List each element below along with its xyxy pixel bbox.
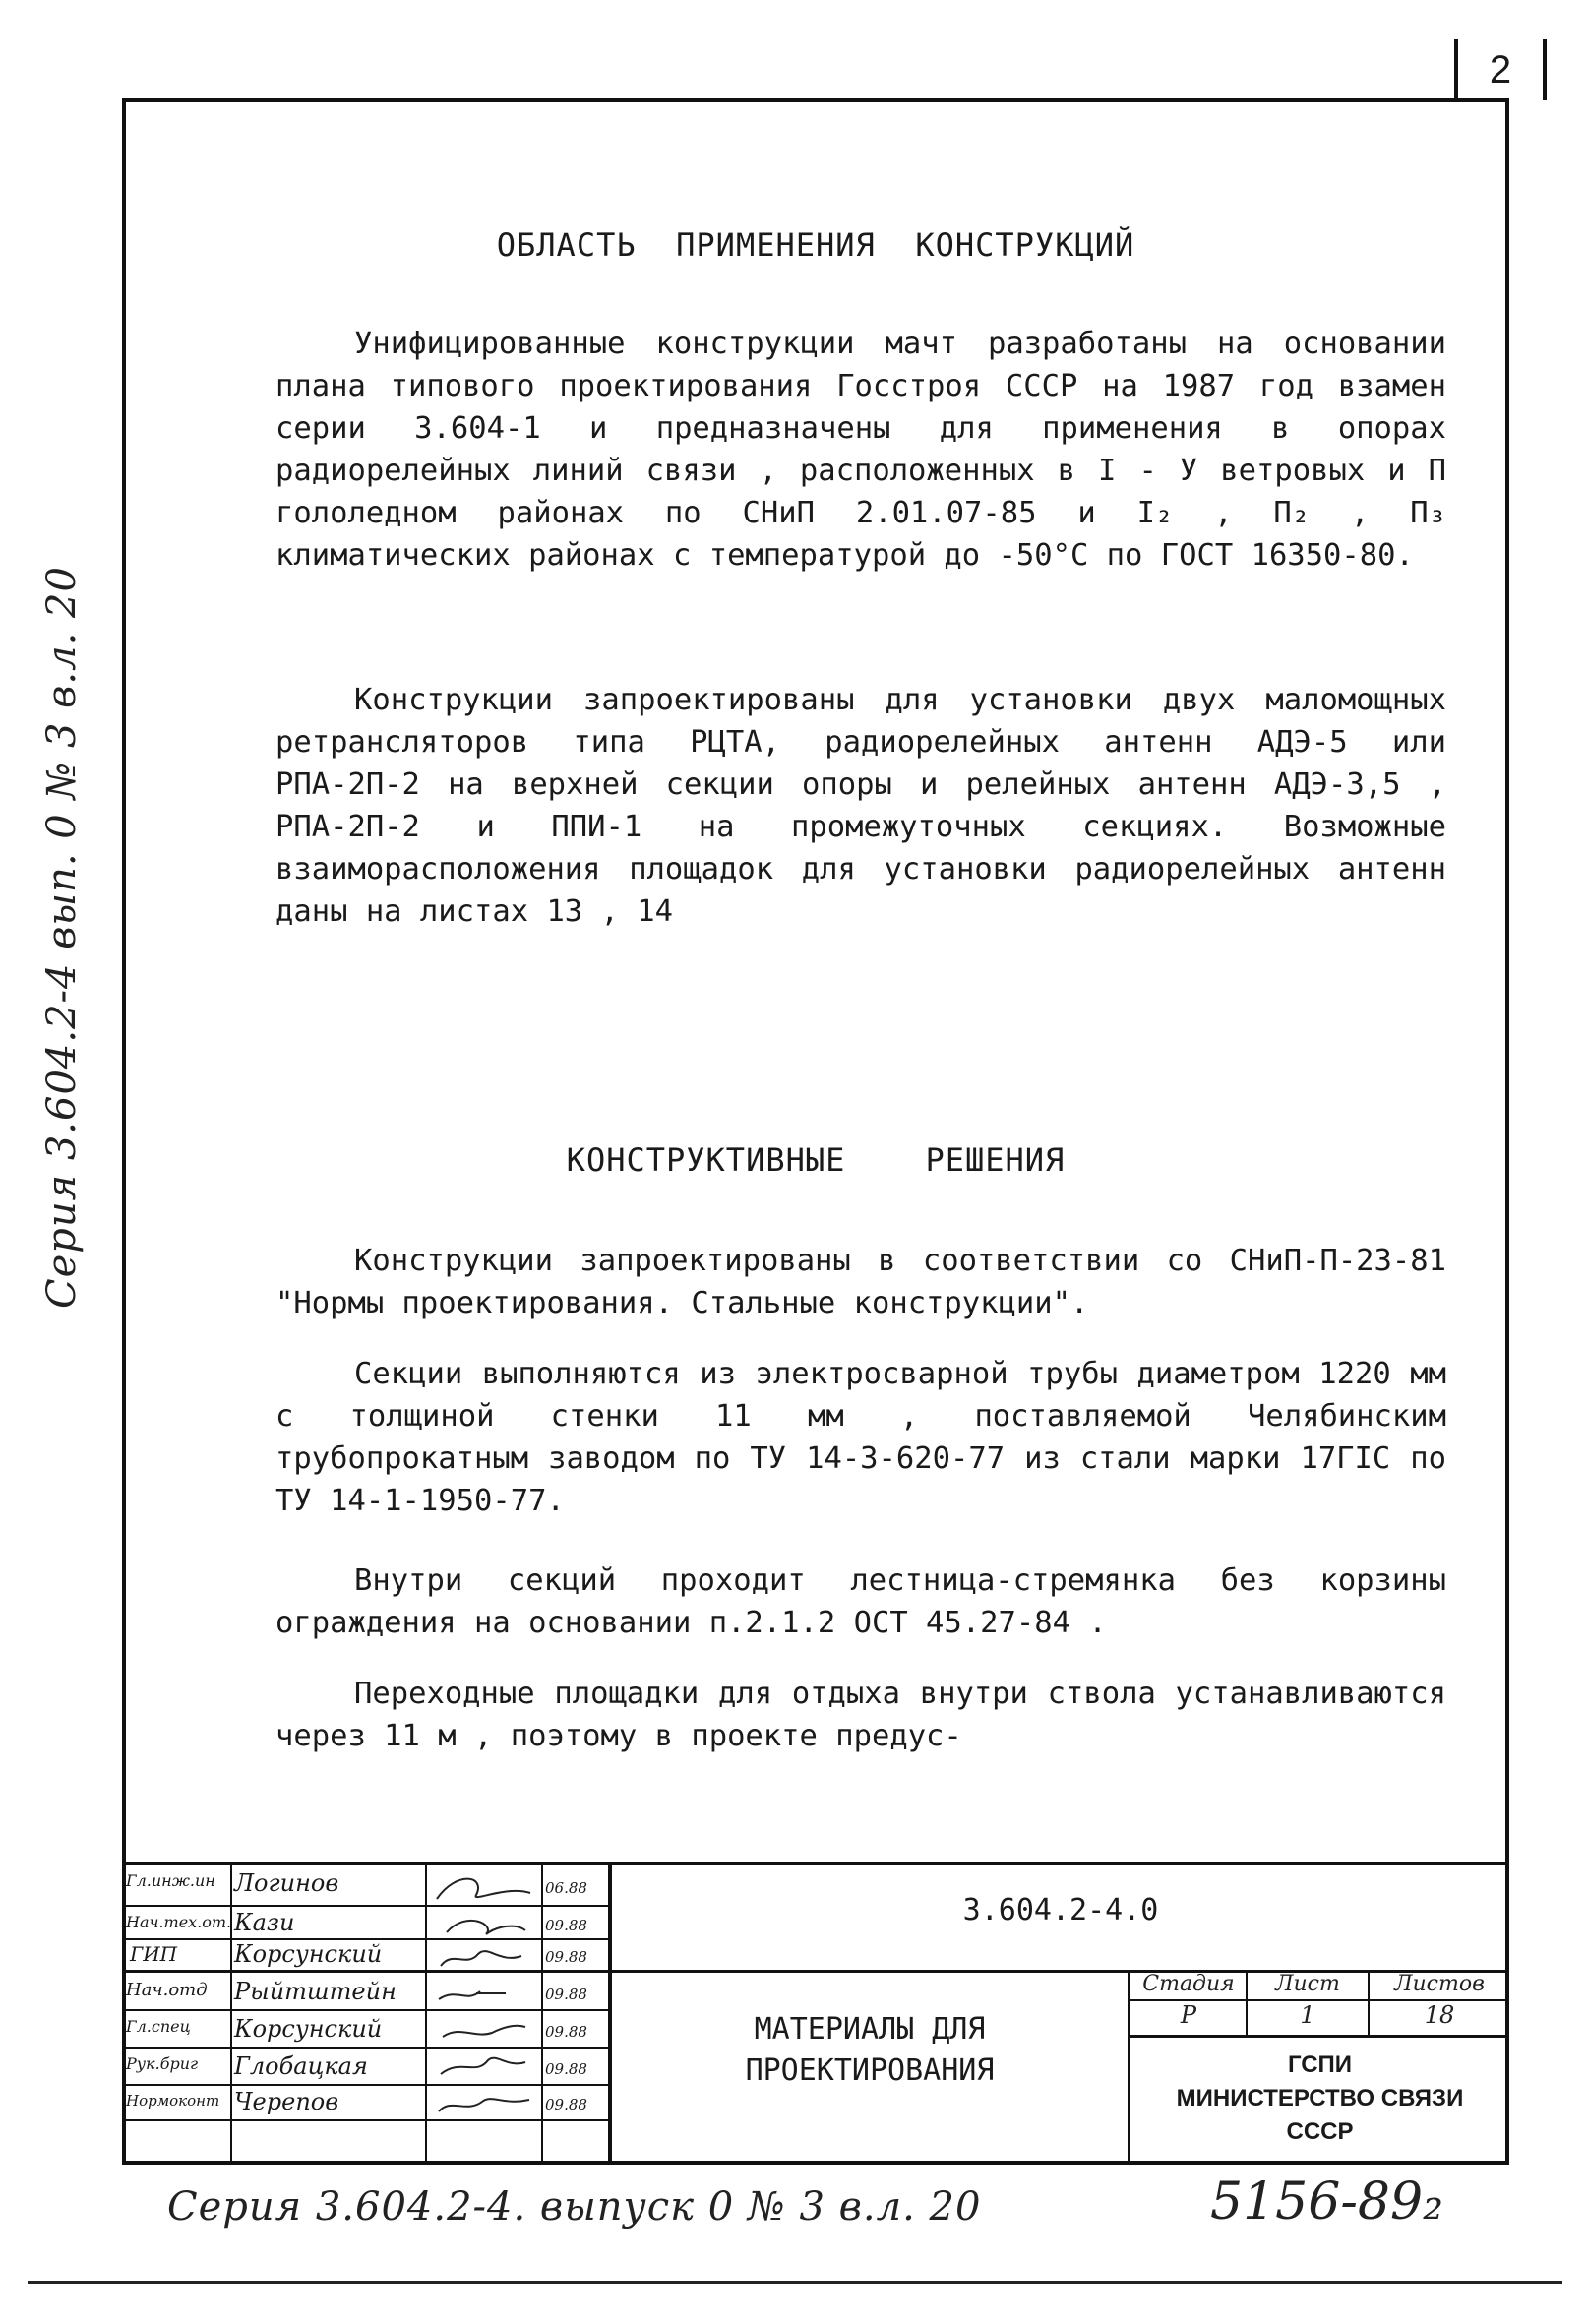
signature-name: Корсунский — [234, 1940, 383, 1968]
signature-role: Гл.спец — [126, 2017, 191, 2036]
signature-date: 09.88 — [545, 1948, 587, 1966]
signature-date: 09.88 — [545, 1917, 587, 1934]
paragraph-scope-1: Унифицированные конструкции мачт разработаны на основании плана типового проектирования Госстроя СССР на 1987 год взамен серии 3.604-1 и предназначены для применения в опорах радиорелейных линий связи , расположенных в I - У ветровых и П гололедном районах по СНиП 2.01.07-85 и I₂ , П₂ , П₃ климатических районах с температурой до -50°С по ГОСТ 16350-80. — [275, 327, 1446, 573]
signature-role: ГИП — [130, 1942, 178, 1966]
page-number: 2 — [1454, 39, 1547, 100]
stage-value: Р — [1180, 2001, 1197, 2029]
signature-date: 09.88 — [545, 2060, 587, 2078]
paragraph-solutions-4: Переходные площадки для отдыха внутри ствола устанавливаются через 11 м , поэтому в проекте предус- — [275, 1677, 1446, 1753]
signatures-scribbles — [427, 1865, 541, 2161]
organization: ГСПИ МИНИСТЕРСТВО СВЯЗИ СССР — [1176, 2051, 1464, 2145]
sheets-header: Листов — [1394, 1972, 1485, 1996]
signature-name: Глобацкая — [234, 2052, 368, 2080]
sheets-value: 18 — [1424, 2001, 1455, 2029]
section-heading-solutions: КОНСТРУКТИВНЫЕ РЕШЕНИЯ — [566, 1141, 1066, 1179]
signature-date: 09.88 — [545, 2023, 587, 2041]
archive-code: 5156-89₂ — [1210, 2172, 1443, 2232]
bottom-rule — [28, 2281, 1562, 2284]
signature-name: Корсунский — [234, 2015, 383, 2043]
signature-role: Нач.отд — [126, 1980, 208, 2000]
paragraph-scope-2: Конструкции запроектированы для установки двух маломощных ретрансляторов типа РЦТА, радиорелейных антенн АДЭ-5 или РПА-2П-2 на верхней секции опоры и релейных антенн АДЭ-3,5 , РПА-2П-2 и ППИ-1 на промежуточных секциях. Возможные взаиморасположения площадок для установки радиорелейных антенн даны на листах 13 , 14 — [275, 683, 1446, 929]
title-block — [122, 1862, 1509, 2165]
paragraph-solutions-1: Конструкции запроектированы в соответствии со СНиП-П-23-81 "Нормы проектирования. Стальные конструкции". — [275, 1244, 1446, 1320]
signature-role: Гл.инж.ин — [126, 1871, 215, 1890]
signature-role: Нач.тех.от. — [126, 1913, 232, 1931]
paragraph-solutions-2: Секции выполняются из электросварной трубы диаметром 1220 мм с толщиной стенки 11 мм , поставляемой Челябинским трубопрокатным заводом по ТУ 14-3-620-77 из стали марки 17ГIС по ТУ 14-1-1950-77. — [275, 1357, 1446, 1518]
document-code: 3.604.2-4.0 — [962, 1893, 1159, 1927]
side-series-note: Серия 3.604.2-4 вып. 0 № 3 в.л. 20 — [39, 566, 85, 1309]
signature-role: Нормоконт — [126, 2092, 220, 2110]
sheet-value: 1 — [1300, 2001, 1315, 2029]
signature-name: Логинов — [234, 1869, 339, 1897]
signature-name: Кази — [234, 1909, 295, 1936]
signature-name: Рыйтштейн — [234, 1978, 397, 2005]
stage-header: Стадия — [1142, 1972, 1235, 1996]
bottom-series-note: Серия 3.604.2-4. выпуск 0 № 3 в.л. 20 — [167, 2184, 982, 2230]
section-heading-scope: ОБЛАСТЬ ПРИМЕНЕНИЯ КОНСТРУКЦИЙ — [496, 226, 1135, 264]
document-title: МАТЕРИАЛЫ ДЛЯ ПРОЕКТИРОВАНИЯ — [745, 2012, 995, 2088]
paragraph-solutions-3: Внутри секций проходит лестница-стремянка без корзины ограждения на основании п.2.1.2 ОСТ 45.27-84 . — [275, 1563, 1446, 1640]
signature-date: 09.88 — [545, 2096, 587, 2113]
signature-role: Рук.бриг — [126, 2054, 199, 2073]
signature-date: 06.88 — [545, 1879, 587, 1897]
signature-date: 09.88 — [545, 1986, 587, 2003]
signature-name: Черепов — [234, 2088, 339, 2115]
sheet-header: Лист — [1275, 1972, 1340, 1996]
